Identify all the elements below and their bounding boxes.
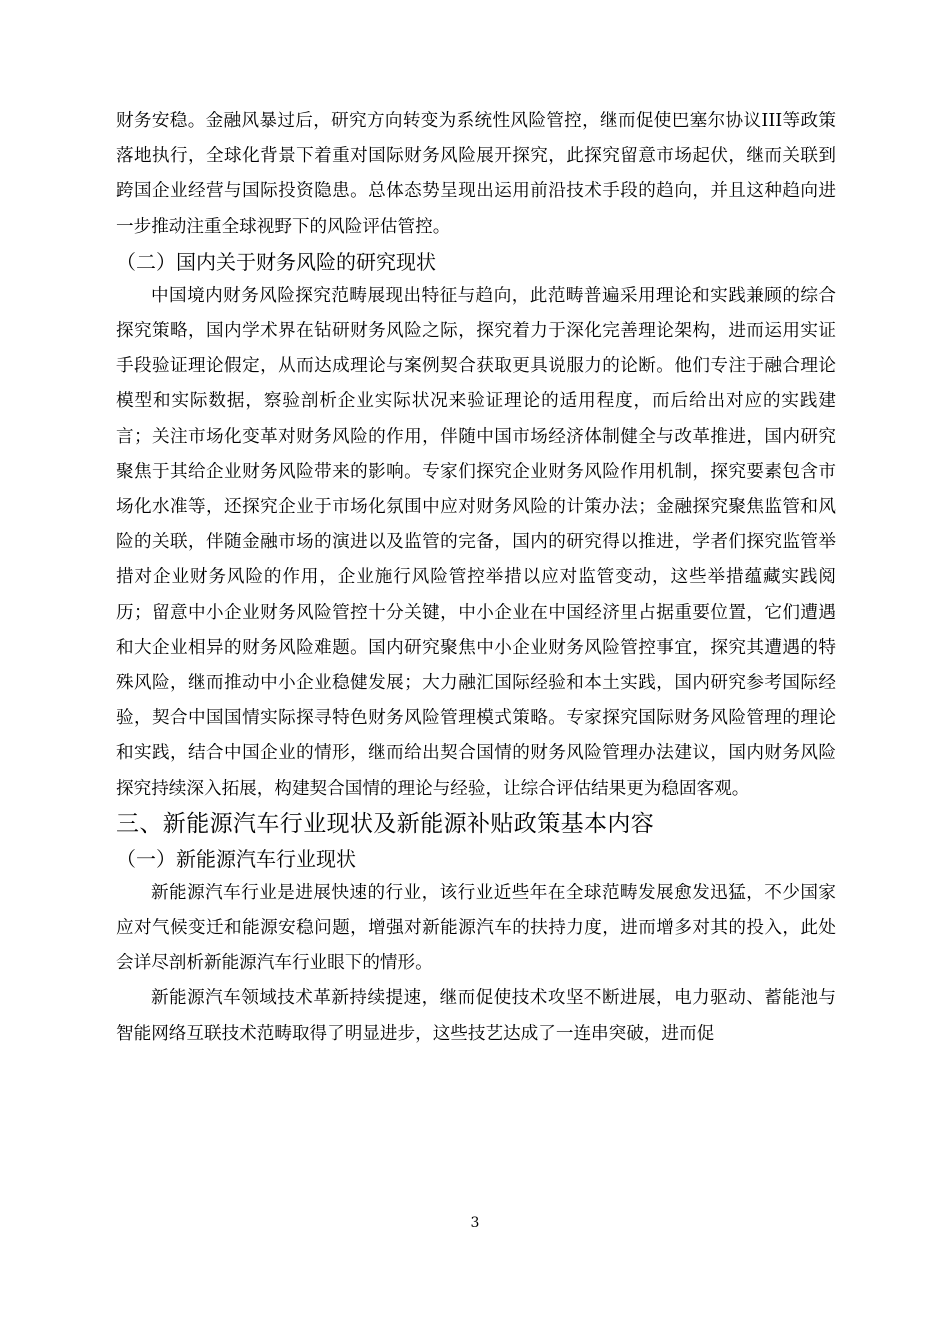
- paragraph-technology-innovation: 新能源汽车领域技术革新持续提速，继而促使技术攻坚不断进展，电力驱动、蓄能池与智能网络互联技术范畴取得了明显进步，这些技艺达成了一连串突破，进而促: [116, 988, 836, 1044]
- page-number: 3: [470, 1215, 480, 1231]
- heading-industry-status: （一）新能源汽车行业现状: [116, 846, 356, 871]
- paragraph-industry-overview: 新能源汽车行业是进展快速的行业，该行业近些年在全球范畴发展愈发迅猛，不少国家应对气候变迁和能源安稳问题，增强对新能源汽车的扶持力度，进而增多对其的投入，此处会详尽剖析新能源汽车行业眼下的情形。: [116, 882, 836, 974]
- page-content: [116, 104, 836, 1052]
- paragraph-international-research-end: 财务安稳。金融风暴过后，研究方向转变为系统性风险管控，继而促使巴塞尔协议III等政策落地执行，全球化背景下着重对国际财务风险展开探究，此探究留意市场起伏，继而关联到跨国企业经营与国际投资隐患。总体态势呈现出运用前沿技术手段的趋向，并且这种趋向进一步推动注重全球视野下的风险评估管控。: [116, 111, 836, 237]
- paragraph-domestic-research: 中国境内财务风险探究范畴展现出特征与趋向，此范畴普遍采用理论和实践兼顾的综合探究策略，国内学术界在钻研财务风险之际，探究着力于深化完善理论架构，进而运用实证手段验证理论假定，从而达成理论与案例契合获取更具说服力的论断。他们专注于融合理论模型和实际数据，察验剖析企业实际状况来验证理论的适用程度，而后给出对应的实践建言；关注市场化变革对财务风险的作用，伴随中国市场经济体制健全与改革推进，国内研究聚焦于其给企业财务风险带来的影响。专家们探究企业财务风险作用机制，探究要素包含市场化水准等，还探究企业于市场化氛围中应对财务风险的计策办法；金融探究聚焦监管和风险的关联，伴随金融市场的演进以及监管的完备，国内的研究得以推进，学者们探究监管举措对企业财务风险的作用，企业施行风险管控举措以应对监管变动，这些举措蕴藏实践阅历；留意中小企业财务风险管控十分关键，中小企业在中国经济里占据重要位置，它们遭遇和大企业相异的财务风险难题。国内研究聚焦中小企业财务风险管控事宜，探究其遭遇的特殊风险，继而推动中小企业稳健发展；大力融汇国际经验和本土实践，国内研究参考国际经验，契合中国国情实际探寻特色财务风险管理模式策略。专家探究国际财务风险管理的理论和实践，结合中国企业的情形，继而给出契合国情的财务风险管理办法建议，国内财务风险探究持续深入拓展，构建契合国情的理论与经验，让综合评估结果更为稳固客观。: [116, 285, 836, 799]
- heading-domestic-research-status: （二）国内关于财务风险的研究现状: [116, 249, 436, 274]
- heading-section-three: 三、新能源汽车行业现状及新能源补贴政策基本内容: [116, 810, 655, 837]
